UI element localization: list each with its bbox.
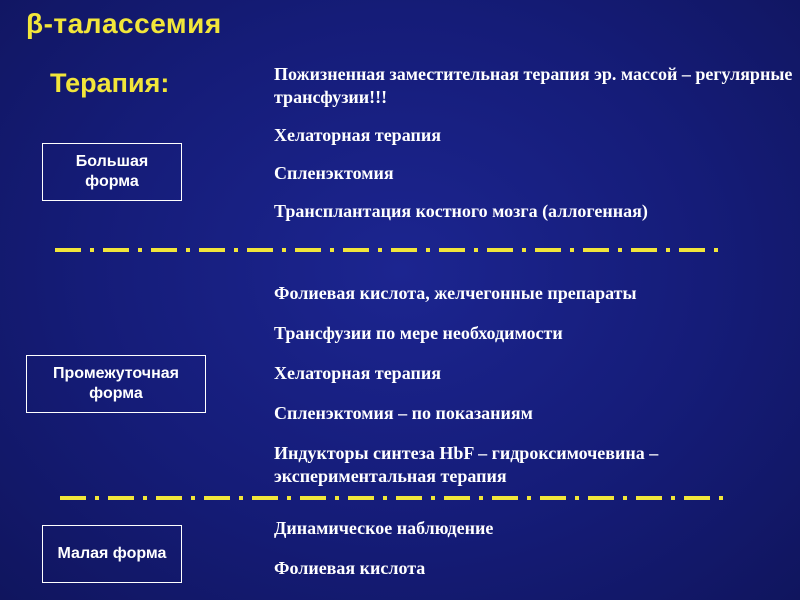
list-item-text: Хелаторная терапия — [274, 125, 441, 145]
list-item — [236, 402, 799, 425]
list-item — [236, 322, 799, 345]
list-item-text: Фолиевая кислота — [274, 558, 426, 578]
list-item-text: Спленэктомия – по показаниям — [274, 403, 533, 423]
list-item-text: Пожизненная заместительная терапия эр. массой – регулярные трансфузии!!! — [274, 64, 793, 107]
minor-form-label: Малая форма — [42, 525, 182, 583]
list-item-text: Трансплантация костного мозга (аллогенная) — [274, 201, 648, 221]
intermediate-therapy-list — [236, 282, 799, 505]
list-item-text: Хелаторная терапия — [274, 363, 441, 383]
list-item — [236, 442, 799, 488]
list-item — [236, 517, 799, 540]
slide-title: β-талассемия — [26, 8, 222, 39]
major-therapy-list — [236, 63, 799, 238]
list-item-text: Спленэктомия — [274, 163, 394, 183]
list-item — [236, 200, 799, 223]
section-divider — [60, 493, 730, 503]
intermediate-form-label: Промежуточная форма — [26, 355, 206, 413]
list-item — [236, 362, 799, 385]
list-item — [236, 162, 799, 185]
major-form-label: Большая форма — [42, 143, 182, 201]
list-item-text: Фолиевая кислота, желчегонные препараты — [274, 283, 637, 303]
list-item-text: Трансфузии по мере необходимости — [274, 323, 563, 343]
list-item — [236, 557, 799, 580]
list-item — [236, 282, 799, 305]
list-item — [236, 63, 799, 109]
slide-subtitle: Терапия: — [50, 68, 170, 98]
minor-therapy-list — [236, 517, 799, 597]
list-item — [236, 124, 799, 147]
section-divider — [55, 245, 725, 255]
list-item-text: Индукторы синтеза HbF – гидроксимочевина – экспериментальная терапия — [274, 443, 659, 486]
list-item-text: Динамическое наблюдение — [274, 518, 494, 538]
